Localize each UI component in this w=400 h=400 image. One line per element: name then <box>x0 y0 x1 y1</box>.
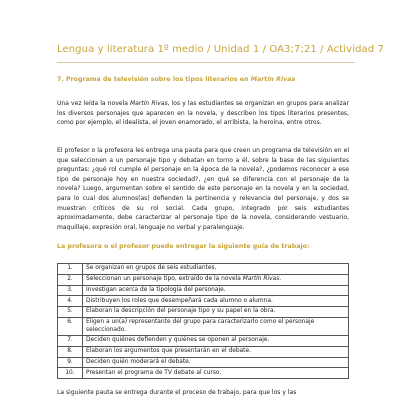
guide-step-number: 4. <box>58 296 83 307</box>
guide-step-number: 1. <box>58 264 83 275</box>
guide-step-text <box>83 346 349 357</box>
intro-paragraph <box>57 99 349 128</box>
closing-paragraph: La siguiente pauta se entrega durante el proceso de trabajo, para que los y las <box>57 389 297 396</box>
guide-step-label: Deciden quiénes defienden y quiénes se oponen al personaje. <box>86 337 270 344</box>
work-guide-table <box>57 263 349 379</box>
guide-step-row <box>58 346 349 357</box>
activity-title-work: Martín Rivas <box>250 76 296 83</box>
guide-step-number: 3. <box>58 285 83 296</box>
guide-step-label: Distribuyen los roles que desempeñará cada alumno o alumna. <box>86 297 273 304</box>
guide-step-row <box>58 274 349 285</box>
guide-step-row <box>58 336 349 347</box>
guide-heading: La profesora o el profesor puede entregar la siguiente guía de trabajo: <box>57 243 310 250</box>
guide-step-number: 5. <box>58 307 83 318</box>
guide-step-text <box>83 285 349 296</box>
guide-step-label: Deciden quién moderará el debate. <box>86 358 191 365</box>
guide-step-row <box>58 285 349 296</box>
guide-step-label: Eligen a un(a) representante del grupo para caracterizarlo como el personaje seleccionado. <box>86 319 315 333</box>
instructions-paragraph: El profesor o la profesora les entrega una pauta para que creen un programa de televisión en el que seleccionen a un personaje tipo y debatan en torno a él, sobre la base de las siguientes preguntas: ¿qué rol cumple el personaje en la época de la novela?, ¿podemos reconocer a ese tipo de personaje hoy en nuestra sociedad?, ¿en qué se diferencia con el personaje de la novela? Luego, argumentan sobre el sentido de este personaje en la novela y en la sociedad, para lo cual dos alumnos(as) defienden la pertinencia y relevancia del personaje, y dos se muestran críticos de su rol social. Cada grupo, integrado por seis estudiantes aproximadamente, debe caracterizar al personaje tipo de la novela, considerando vestuario, maquillaje, expresión oral, lenguaje no verbal y paralenguaje. <box>57 147 349 231</box>
guide-step-number: 6. <box>58 317 83 335</box>
guide-step-text <box>83 307 349 318</box>
guide-step-row <box>58 357 349 368</box>
intro-work-title: Martín Rivas <box>129 100 168 107</box>
guide-step-row <box>58 307 349 318</box>
guide-step-number: 8. <box>58 346 83 357</box>
guide-step-label: Se organizan en grupos de seis estudiantes. <box>86 265 217 272</box>
guide-step-row <box>58 296 349 307</box>
intro-text-b: , los y las estudiantes se organizan en grupos para analizar los diversos personajes que aparecen en la novela, y describen los tipos literarios presentes, como por ejemplo, el idealista, el joven enamorado, el arribista, la heroína, entre otros. <box>57 100 349 127</box>
guide-step-text <box>83 296 349 307</box>
guide-step-number: 2. <box>58 274 83 285</box>
guide-step-row <box>58 368 349 379</box>
guide-step-work-title: Martín Rivas <box>242 275 280 282</box>
guide-step-label: Seleccionan un personaje tipo, extraído de la novela <box>86 275 241 282</box>
guide-step-text <box>83 264 349 275</box>
guide-step-label: Investigan acerca de la tipología del personaje. <box>86 286 226 293</box>
guide-step-number: 10. <box>58 368 83 379</box>
guide-step-text <box>83 336 349 347</box>
guide-step-number: 7. <box>58 336 83 347</box>
guide-step-label: Elaboran la descripción del personaje tipo y su papel en la obra. <box>86 308 276 315</box>
guide-step-label: Elaboran los argumentos que presentarán en el debate. <box>86 348 251 355</box>
activity-title-text: 7. Programa de televisión sobre los tipos literarios en <box>57 76 249 83</box>
guide-step-row <box>58 317 349 335</box>
guide-step-text <box>83 317 349 335</box>
activity-title <box>57 76 357 83</box>
header-divider <box>57 62 355 63</box>
guide-step-text <box>83 274 349 285</box>
course-breadcrumb: Lengua y literatura 1º medio / Unidad 1 / OA3;7;21 / Actividad 7 <box>57 44 384 55</box>
guide-step-tail: . <box>279 275 282 282</box>
guide-step-text <box>83 368 349 379</box>
guide-step-number: 9. <box>58 357 83 368</box>
guide-step-label: Presentan el programa de TV debate al curso. <box>86 369 222 376</box>
guide-step-text <box>83 357 349 368</box>
guide-step-row <box>58 264 349 275</box>
intro-text-a: Una vez leída la novela <box>57 100 128 107</box>
